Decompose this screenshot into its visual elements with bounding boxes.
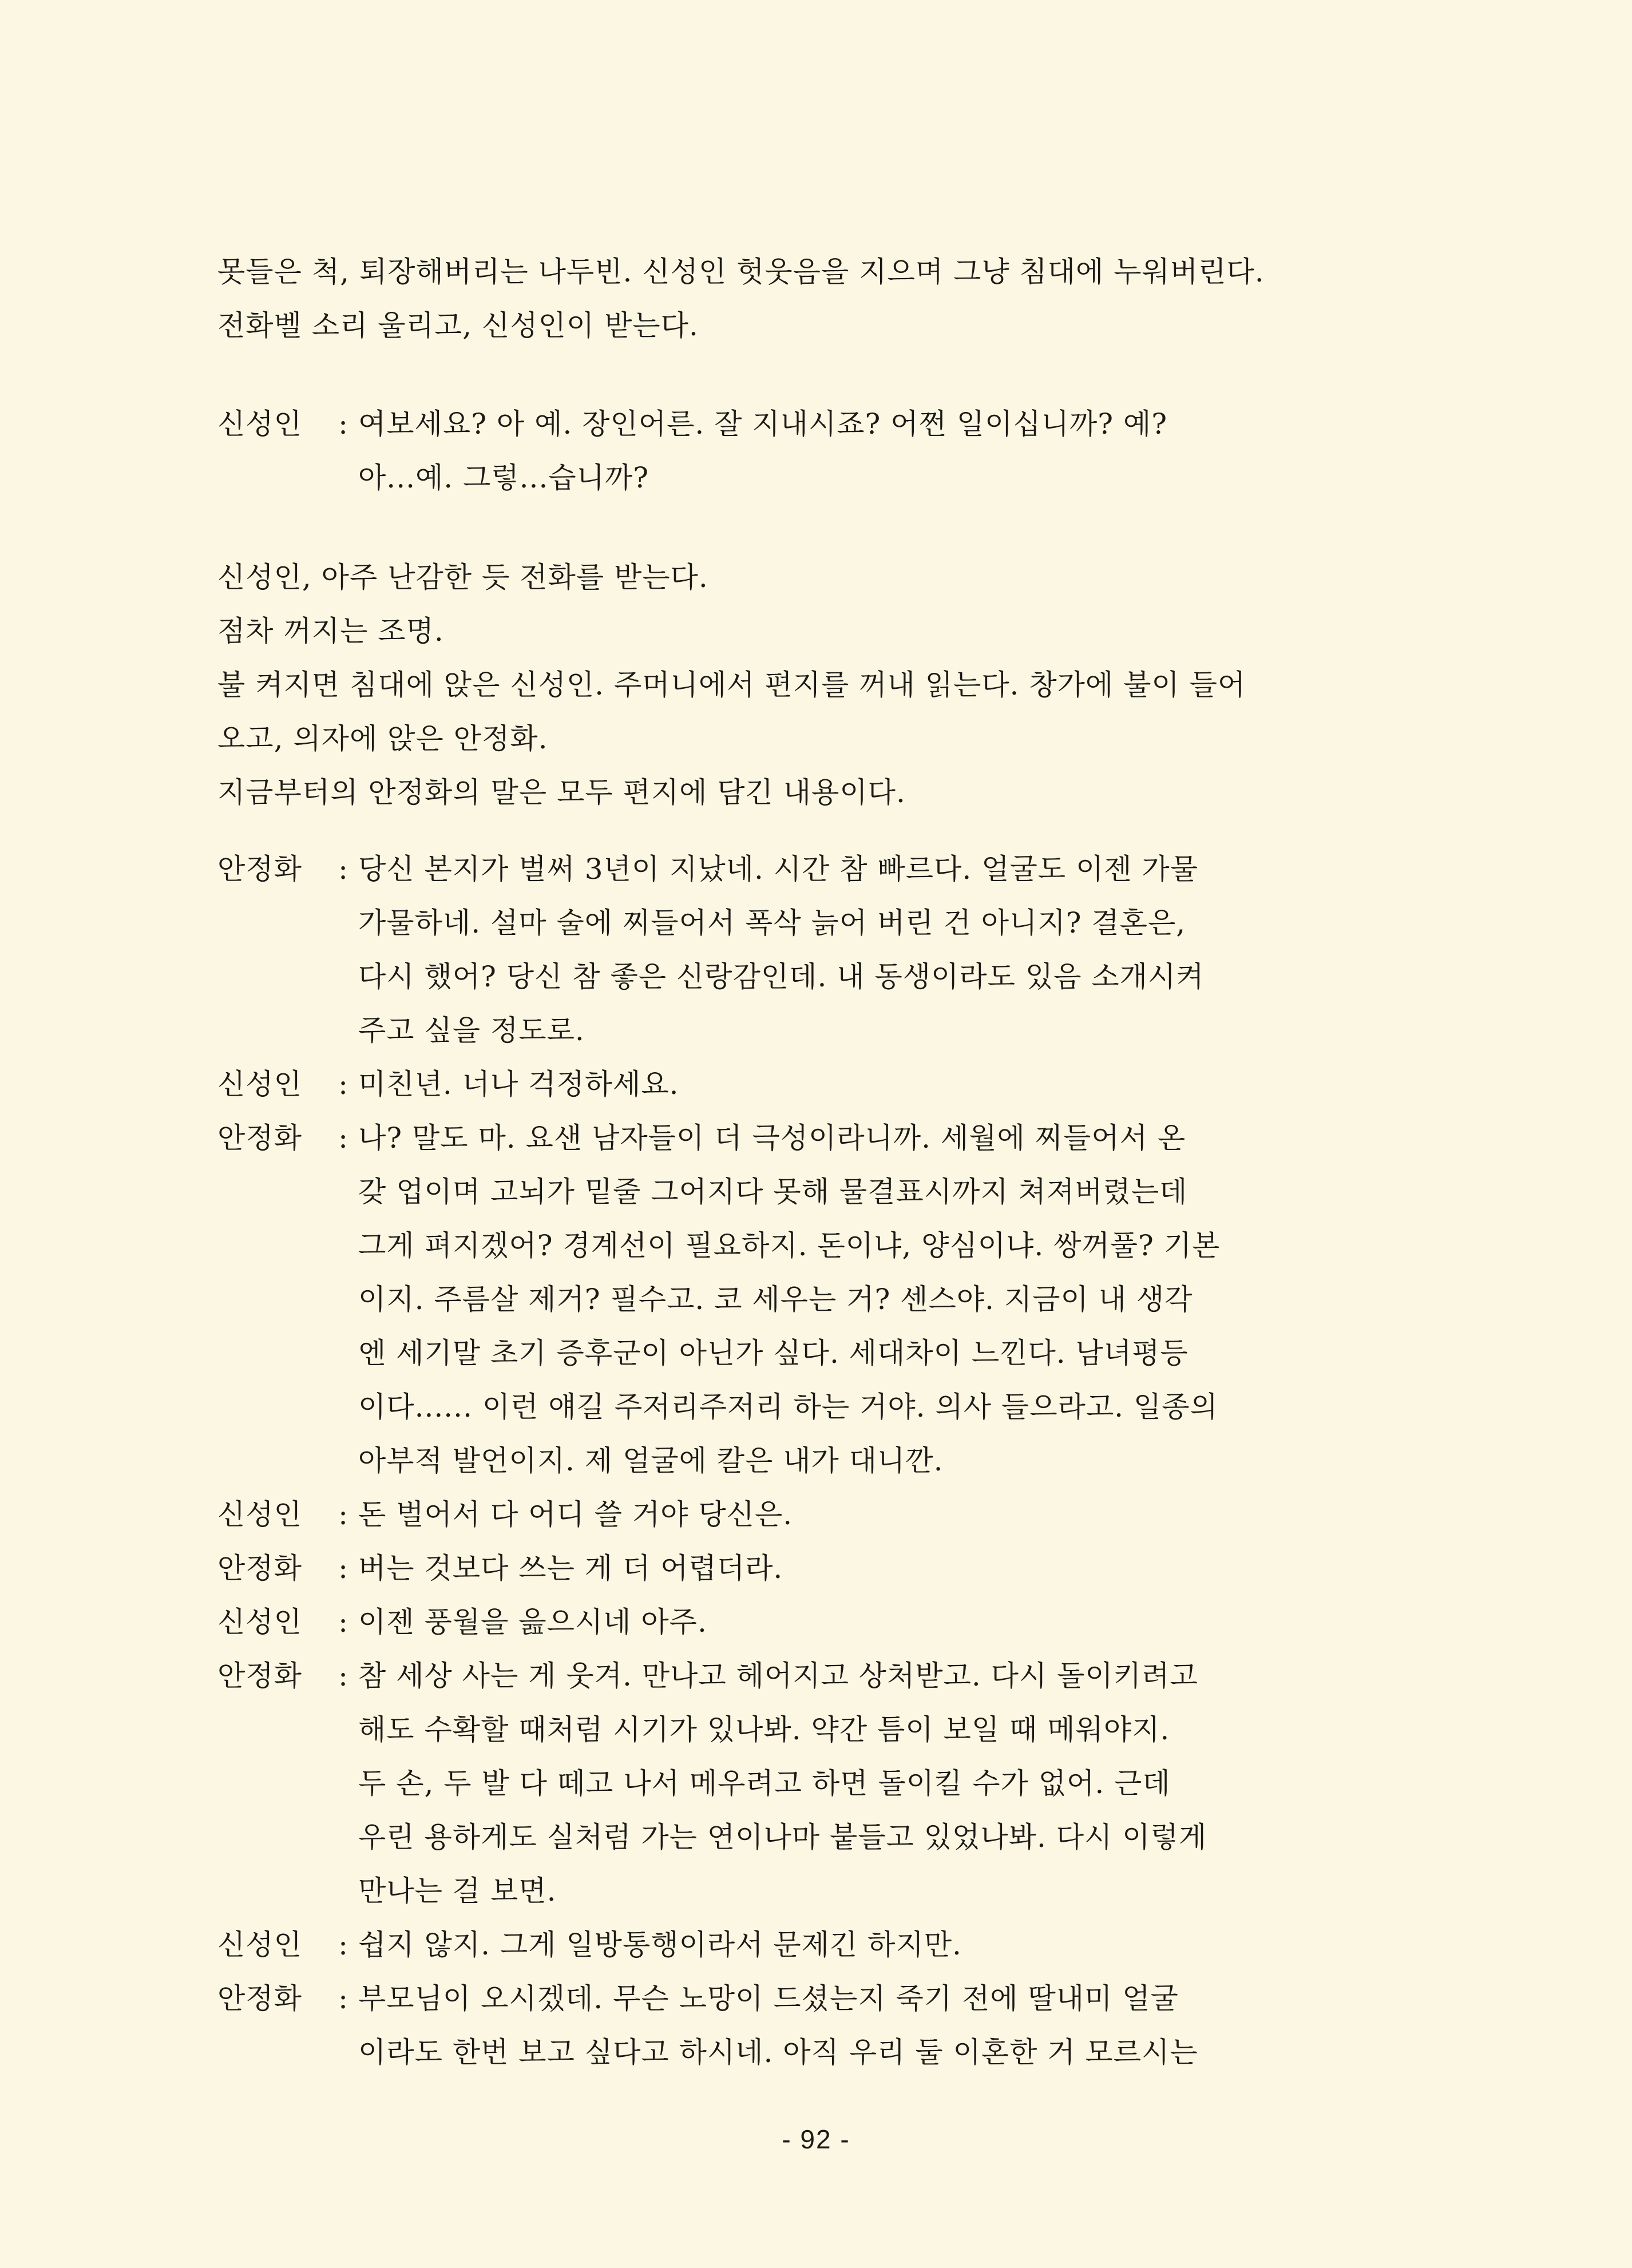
- speech-text: 미친년. 너나 걱정하세요.: [358, 1068, 679, 1101]
- dialogue-line: [217, 1488, 1396, 1541]
- stage-direction-top: [217, 245, 1385, 352]
- stage-line: 불 켜지면 침대에 앉은 신성인. 주머니에서 편지를 꺼내 읽는다. 창가에 불이 들어: [217, 668, 1246, 701]
- speech-text: 돈 벌어서 다 어디 쓸 거야 당신은.: [358, 1498, 793, 1531]
- dialogue-line: [217, 1057, 1396, 1111]
- speech-text: 부모님이 오시겠데. 무슨 노망이 드셨는지 죽기 전에 딸내미 얼굴: [358, 1982, 1179, 2015]
- speaker-colon: :: [338, 407, 348, 441]
- speech-text: 참 세상 사는 게 웃겨. 만나고 헤어지고 상처받고. 다시 돌이키려고: [358, 1659, 1198, 1692]
- speaker-name: 신성인: [217, 1928, 302, 1961]
- stage-line: 지금부터의 안정화의 말은 모두 편지에 담긴 내용이다.: [217, 776, 906, 809]
- speech-continuation: 갖 업이며 고뇌가 밑줄 그어지다 못해 물결표시까지 쳐져버렸는데: [358, 1175, 1188, 1208]
- speech-continuation: 그게 펴지겠어? 경계선이 필요하지. 돈이냐, 양심이냐. 쌍꺼풀? 기본: [358, 1229, 1221, 1262]
- speaker-name: 안정화: [217, 1982, 302, 2015]
- speaker-colon: :: [338, 1068, 348, 1101]
- speaker-name: 안정화: [217, 853, 302, 886]
- speech-continuation: 해도 수확할 때처럼 시기가 있나봐. 약간 틈이 보일 때 메워야지.: [358, 1713, 1170, 1746]
- speaker-name: 신성인: [217, 1068, 302, 1101]
- stage-line: 전화벨 소리 울리고, 신성인이 받는다.: [217, 309, 699, 342]
- speech-continuation: 만나는 걸 보면.: [358, 1874, 557, 1908]
- speaker-colon: :: [338, 1982, 348, 2015]
- speaker-name: 안정화: [217, 1552, 302, 1585]
- speaker-colon: :: [338, 1121, 348, 1155]
- speech-continuation: 아부적 발언이지. 제 얼굴에 칼은 내가 대니깐.: [358, 1444, 944, 1477]
- speaker-colon: :: [338, 1498, 348, 1531]
- speaker-name: 신성인: [217, 1605, 302, 1639]
- speaker-name: 안정화: [217, 1659, 302, 1692]
- speech-text: 이젠 풍월을 읊으시네 아주.: [358, 1605, 707, 1639]
- dialogue-phone: [217, 397, 1396, 505]
- speech-continuation: 엔 세기말 초기 증후군이 아닌가 싶다. 세대차이 느낀다. 남녀평등: [358, 1337, 1189, 1370]
- stage-line: 점차 꺼지는 조명.: [217, 614, 444, 648]
- dialogue-line: [217, 1595, 1396, 1649]
- speech-text: 당신 본지가 벌써 3년이 지났네. 시간 참 빠르다. 얼굴도 이젠 가물: [358, 853, 1199, 886]
- speech-continuation: 이다...... 이런 얘길 주저리주저리 하는 거야. 의사 들으라고. 일종의: [358, 1390, 1218, 1424]
- dialogue-line: [217, 1918, 1396, 1972]
- dialogue-line: [217, 1649, 1396, 1703]
- speaker-name: 신성인: [217, 407, 302, 441]
- dialogue-letter: [217, 842, 1396, 2079]
- dialogue-line: [217, 842, 1396, 896]
- stage-direction-middle: [217, 550, 1385, 819]
- dialogue-line: [217, 1541, 1396, 1595]
- speech-continuation: 두 손, 두 발 다 떼고 나서 메우려고 하면 돌이킬 수가 없어. 근데: [358, 1767, 1171, 1800]
- dialogue-line: [217, 1111, 1396, 1165]
- speech-continuation: 주고 싶을 정도로.: [358, 1014, 585, 1047]
- speaker-name: 안정화: [217, 1121, 302, 1155]
- speaker-colon: :: [338, 853, 348, 886]
- speech-text: 버는 것보다 쓰는 게 더 어렵더라.: [358, 1552, 783, 1585]
- speech-text: 나? 말도 마. 요샌 남자들이 더 극성이라니까. 세월에 찌들어서 온: [358, 1121, 1186, 1155]
- speech-continuation: 아...예. 그렇...습니까?: [358, 461, 649, 494]
- speaker-colon: :: [338, 1552, 348, 1585]
- speech-continuation: 가물하네. 설마 술에 찌들어서 폭삭 늙어 버린 건 아니지? 결혼은,: [358, 906, 1186, 939]
- speech-text: 여보세요? 아 예. 장인어른. 잘 지내시죠? 어쩐 일이십니까? 예?: [358, 407, 1168, 441]
- page-number: - 92 -: [782, 2124, 850, 2154]
- stage-line: 못들은 척, 퇴장해버리는 나두빈. 신성인 헛웃음을 지으며 그냥 침대에 누워버린다.: [217, 255, 1265, 288]
- dialogue-line: [217, 1972, 1396, 2025]
- speech-text: 쉽지 않지. 그게 일방통행이라서 문제긴 하지만.: [358, 1928, 962, 1961]
- speech-continuation: 이지. 주름살 제거? 필수고. 코 세우는 거? 센스야. 지금이 내 생각: [358, 1283, 1193, 1316]
- speaker-colon: :: [338, 1659, 348, 1692]
- stage-line: 오고, 의자에 앉은 안정화.: [217, 722, 548, 755]
- stage-line: 신성인, 아주 난감한 듯 전화를 받는다.: [217, 561, 708, 594]
- speech-continuation: 다시 했어? 당신 참 좋은 신랑감인데. 내 동생이라도 있음 소개시켜: [358, 960, 1205, 993]
- speaker-name: 신성인: [217, 1498, 302, 1531]
- speaker-colon: :: [338, 1928, 348, 1961]
- speaker-colon: :: [338, 1605, 348, 1639]
- dialogue-line: [217, 397, 1396, 451]
- speech-continuation: 우린 용하게도 실처럼 가는 연이나마 붙들고 있었나봐. 다시 이렇게: [358, 1821, 1207, 1854]
- speech-continuation: 이라도 한번 보고 싶다고 하시네. 아직 우리 둘 이혼한 거 모르시는: [358, 2036, 1198, 2069]
